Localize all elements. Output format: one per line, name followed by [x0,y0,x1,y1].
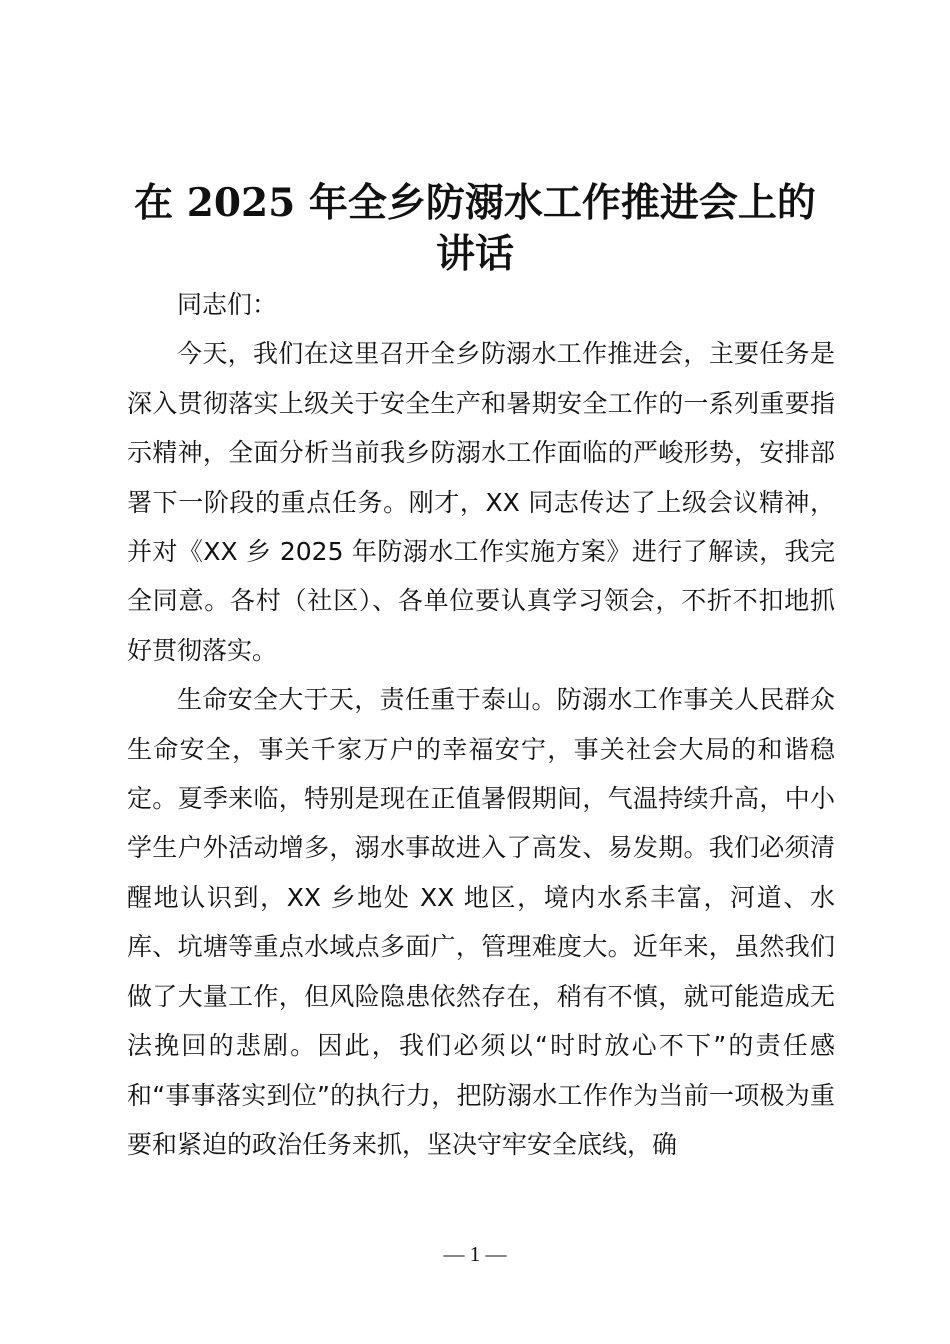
page-number: — 1 — [443,1242,507,1266]
paragraph-1: 今天，我们在这里召开全乡防溺水工作推进会，主要任务是深入贯彻落实上级关于安全生产和暑期安全工作的一系列重要指示精神，全面分析当前我乡防溺水工作面临的严峻形势，安排部署下一阶段的重点任务。刚才，XX 同志传达了上级会议精神，并对《XX 乡 2025 年防溺水工作实施方案》进行了解读，我完全同意。各村（社区）、各单位要认真学习领会，不折不扣地抓好贯彻落实。 [127,339,835,665]
title-line-2: 讲话 [435,231,514,277]
salutation: 同志们： [177,290,278,319]
document-title [100,178,850,280]
document-body [127,280,835,1169]
paragraph-2: 生命安全大于天，责任重于泰山。防溺水工作事关人民群众生命安全，事关千家万户的幸福安宁，事关社会大局的和谐稳定。夏季来临，特别是现在正值暑假期间，气温持续升高，中小学生户外活动增多，溺水事故进入了高发、易发期。我们必须清醒地认识到，XX 乡地处 XX 地区，境内水系丰富，河道、水库、坑塘等重点水域点多面广，管理难度大。近年来，虽然我们做了大量工作，但风险隐患依然存在，稍有不慎，就可能造成无法挽回的悲剧。因此，我们必须以“时时放心不下”的责任感和“事事落实到位”的执行力，把防溺水工作作为当前一项极为重要和紧迫的政治任务来抓，坚决守牢安全底线，确 [127,685,835,1159]
title-line-1: 在 2025 年全乡防溺水工作推进会上的 [134,180,816,226]
